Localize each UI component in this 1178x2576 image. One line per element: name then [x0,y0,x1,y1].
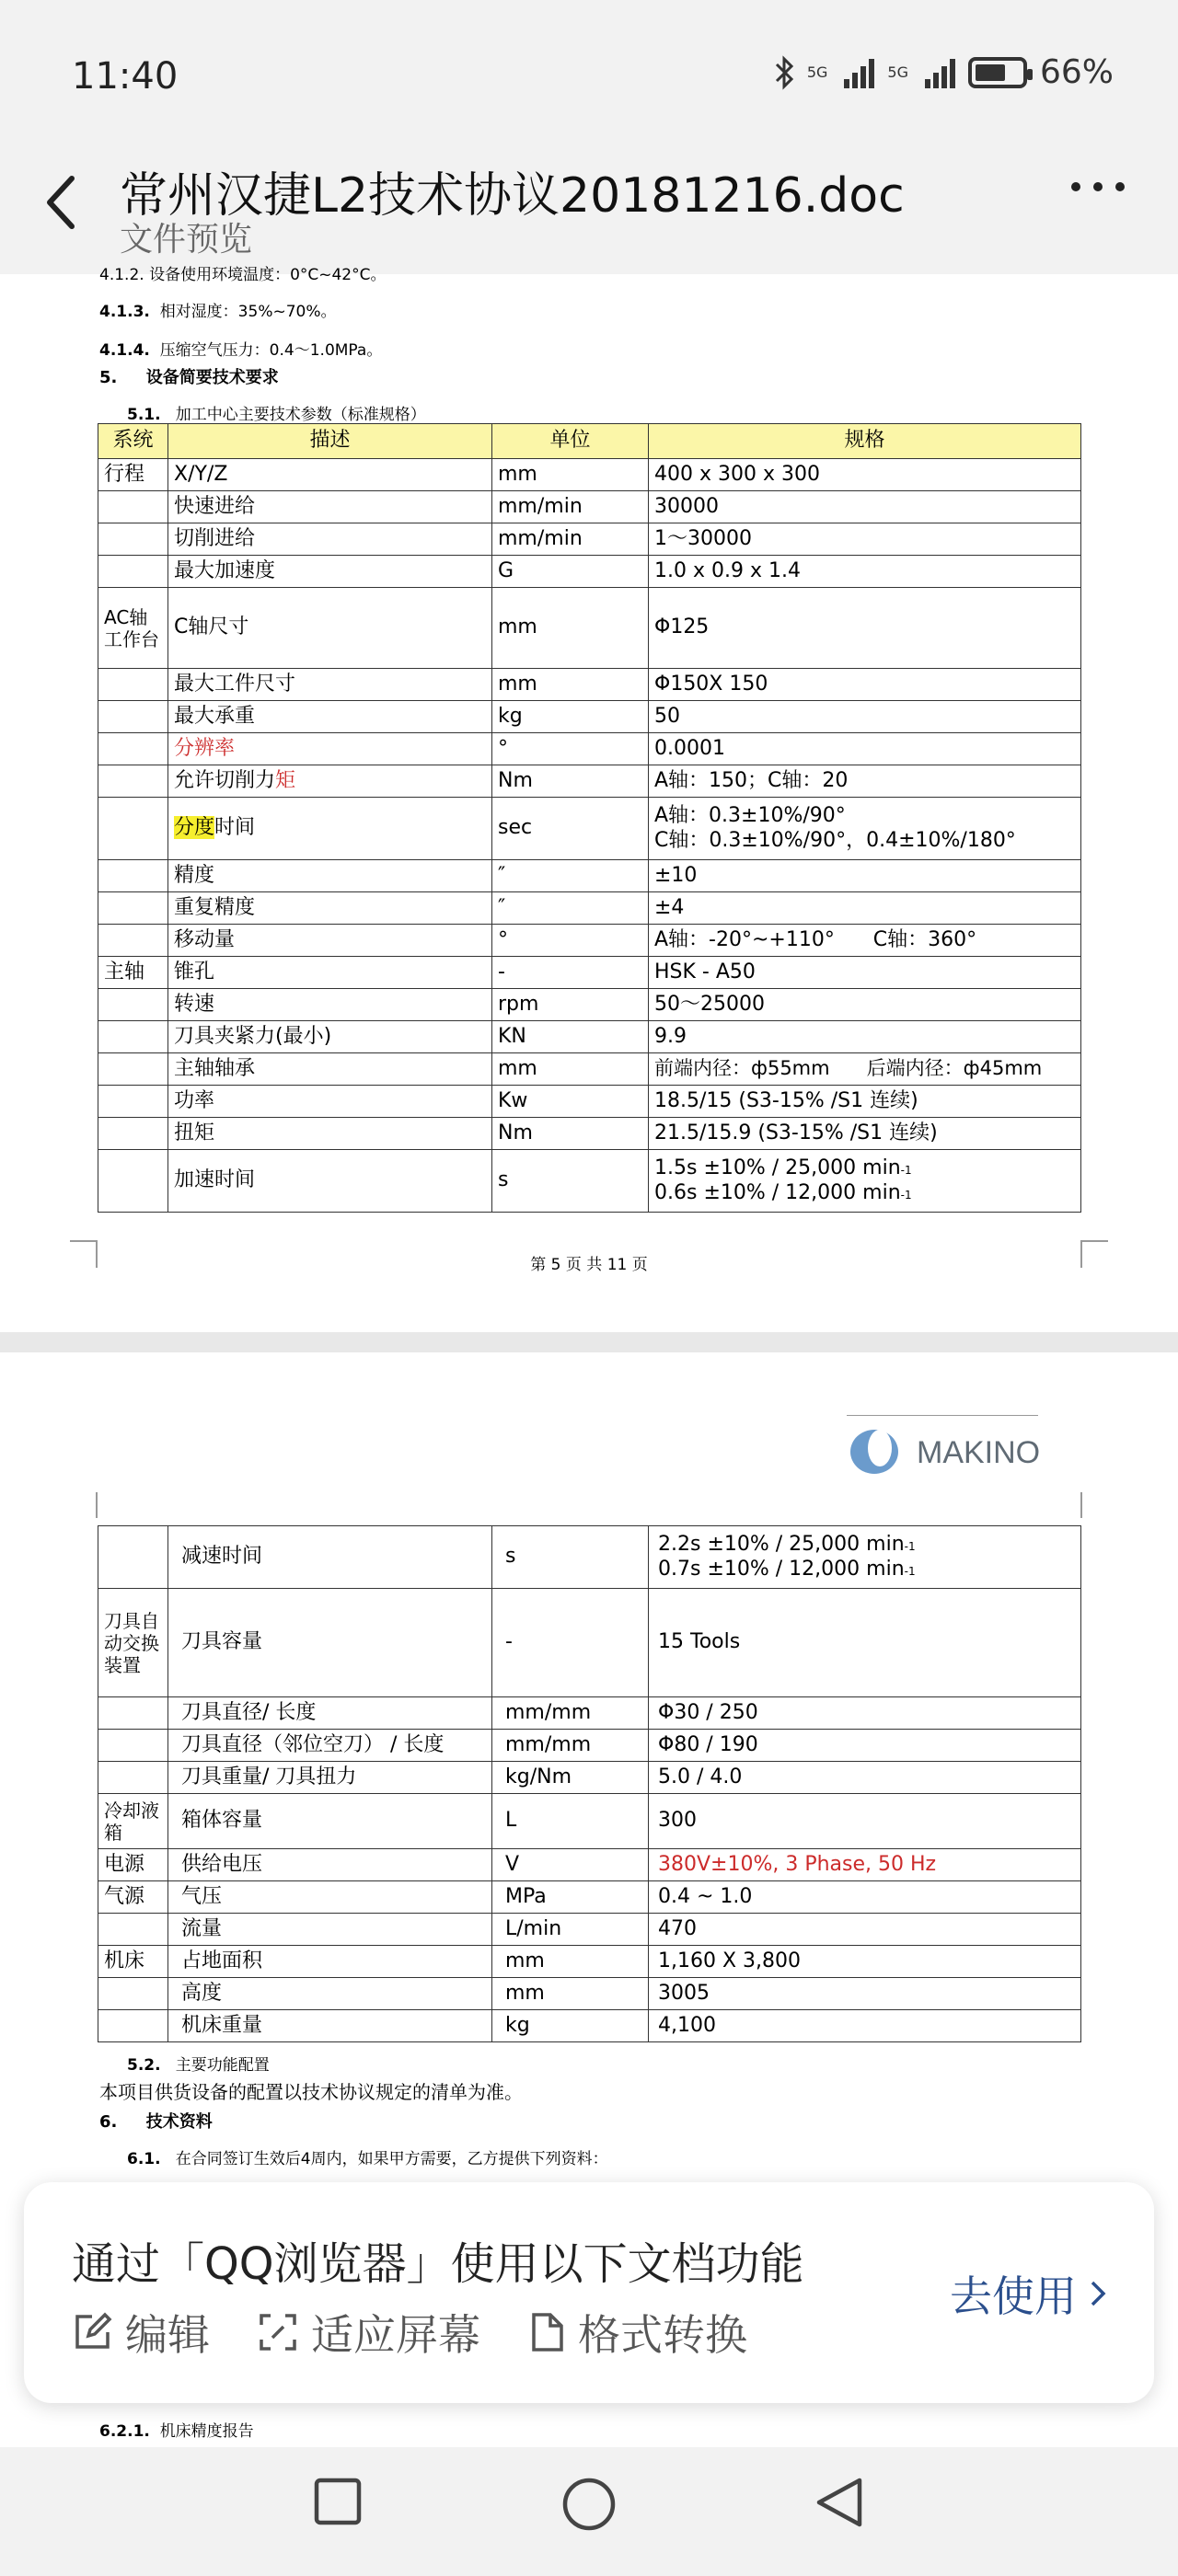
table-row [98,1118,1081,1150]
table-row [98,733,1081,765]
network-type-2: 5G [887,63,908,81]
cell-spec: 21.5/15.9 (S3-15% /S1 连续) [649,1118,1081,1150]
table-row [98,1150,1081,1213]
cell-desc: 刀具直径/ 长度 [168,1697,492,1730]
cell-system: 主轴 [98,957,168,989]
bluetooth-icon [774,56,794,89]
table-row [98,1978,1081,2010]
cell-unit: s [492,1150,649,1213]
section-4-1-4: 4.1.4. 压缩空气压力：0.4～1.0MPa。 [99,341,383,360]
cell-unit: mm/mm [492,1730,649,1762]
cell-desc: 气压 [168,1881,492,1914]
back-arrow-icon[interactable] [37,166,92,239]
cell-spec: 2.2s ±10% / 25,000 min-1 0.7s ±10% / 12,000 min-1 [649,1526,1081,1589]
status-time: 11:40 [72,55,179,98]
cell-unit: Kw [492,1086,649,1118]
page-corner-mark [70,1492,98,1518]
cell-desc: 锥孔 [168,957,492,989]
document-title: 常州汉捷L2技术协议20181216.doc [120,168,905,224]
page-separator [0,1332,1178,1352]
signal-icon-1 [844,57,874,88]
system-nav-bar [0,2447,1178,2576]
cell-unit: G [492,556,649,588]
table-row [98,1053,1081,1086]
cell-spec: A轴：150；C轴：20 [649,765,1081,798]
table-header-row [98,424,1081,459]
cell-unit: mm/min [492,523,649,556]
cell-desc: 重复精度 [168,892,492,925]
cell-unit: mm [492,459,649,491]
table-row [98,1697,1081,1730]
cell-unit: kg [492,701,649,733]
cell-desc: 转速 [168,989,492,1021]
banner-message: 通过「QQ浏览器」使用以下文档功能 [72,2238,804,2290]
cell-desc: X/Y/Z [168,459,492,491]
table-row [98,1946,1081,1978]
cell-system: 气源 [98,1881,168,1914]
cell-system [98,669,168,701]
cell-unit: mm [492,1978,649,2010]
table-row [98,669,1081,701]
recent-apps-icon[interactable] [313,2477,363,2526]
makino-logo-mark [847,1420,909,1479]
section-4-1-3: 4.1.3. 相对湿度：35%~70%。 [99,303,337,321]
cell-system [98,1021,168,1053]
table-row [98,989,1081,1021]
section-5-1: 5.1. 加工中心主要技术参数（标准规格） [127,406,426,424]
cell-system: 机床 [98,1946,168,1978]
fit-screen-icon [258,2312,298,2352]
cell-spec: 400 x 300 x 300 [649,459,1081,491]
cell-unit: rpm [492,989,649,1021]
cell-unit: mm [492,588,649,669]
cell-system [98,860,168,892]
table-row [98,1794,1081,1849]
table-row [98,765,1081,798]
cell-system: 电源 [98,1849,168,1881]
cell-unit: sec [492,798,649,860]
cell-unit: kg/Nm [492,1762,649,1794]
cell-system: AC轴工作台 [98,588,168,669]
cell-system: 行程 [98,459,168,491]
cell-desc-red: 分辨率 [168,733,492,765]
cell-system [98,556,168,588]
table-row [98,1526,1081,1589]
cell-spec: 3005 [649,1978,1081,2010]
makino-logo: MAKINO [847,1415,1038,1481]
edit-icon [72,2312,112,2352]
cell-spec: Φ125 [649,588,1081,669]
cell-system [98,1526,168,1589]
cell-unit: V [492,1849,649,1881]
cell-system [98,1086,168,1118]
table-row [98,892,1081,925]
cell-system [98,2010,168,2042]
cell-desc: 扭矩 [168,1118,492,1150]
page-footer: 第 5 页 共 11 页 [530,1256,648,1274]
cell-unit: ° [492,733,649,765]
cell-unit: - [492,1589,649,1697]
cell-unit: ° [492,925,649,957]
cell-system [98,1762,168,1794]
cell-desc: 切削进给 [168,523,492,556]
table-row [98,588,1081,669]
cell-spec: 15 Tools [649,1589,1081,1697]
cell-unit: ″ [492,892,649,925]
cell-desc: 刀具重量/ 刀具扭力 [168,1762,492,1794]
cell-unit: L/min [492,1914,649,1946]
cell-spec: 1～30000 [649,523,1081,556]
spec-table-2 [98,1525,1081,2042]
table-row [98,1881,1081,1914]
cell-unit: ″ [492,860,649,892]
cell-spec: 9.9 [649,1021,1081,1053]
cell-desc: 减速时间 [168,1526,492,1589]
table-row [98,925,1081,957]
table-row [98,701,1081,733]
cell-spec: 50 [649,701,1081,733]
cell-unit: mm [492,669,649,701]
cell-system [98,1978,168,2010]
cell-desc: 箱体容量 [168,1794,492,1849]
cell-system [98,733,168,765]
cell-unit: mm [492,1053,649,1086]
cell-spec: A轴：-20°~+110° C轴：360° [649,925,1081,957]
cell-desc: 刀具夹紧力(最小) [168,1021,492,1053]
cell-spec: 300 [649,1794,1081,1849]
more-options-icon[interactable] [1071,182,1125,191]
cell-unit: mm/mm [492,1697,649,1730]
edit-action[interactable]: 编辑 [72,2302,210,2363]
back-icon[interactable] [814,2477,865,2528]
cell-system [98,491,168,523]
battery-percent: 66% [1039,53,1114,91]
cell-system [98,765,168,798]
cell-spec: 1,160 X 3,800 [649,1946,1081,1978]
cell-system [98,1118,168,1150]
cell-desc: 流量 [168,1914,492,1946]
table-row [98,523,1081,556]
table-row [98,1730,1081,1762]
cell-desc: 快速进给 [168,491,492,523]
document-icon [528,2312,565,2352]
cell-spec: Φ80 / 190 [649,1730,1081,1762]
table-row [98,2010,1081,2042]
document-subtitle: 文件预览 [120,221,253,259]
cell-desc: 最大工件尺寸 [168,669,492,701]
cell-spec: 前端内径：ф55mm 后端内径：ф45mm [649,1053,1081,1086]
cell-unit: mm/min [492,491,649,523]
cell-desc: 供给电压 [168,1849,492,1881]
cell-desc: C轴尺寸 [168,588,492,669]
col-header-system: 系统 [98,424,168,459]
cell-unit: s [492,1526,649,1589]
cell-desc: 功率 [168,1086,492,1118]
cell-system [98,1697,168,1730]
cell-system: 冷却液箱 [98,1794,168,1849]
cell-system [98,1730,168,1762]
section-5-heading: 5. 设备简要技术要求 [99,368,279,387]
cell-spec: 0.0001 [649,733,1081,765]
cell-spec: Φ30 / 250 [649,1697,1081,1730]
banner-actions [72,2302,747,2363]
cell-unit: MPa [492,1881,649,1914]
table-row [98,798,1081,860]
table-row [98,491,1081,523]
cell-spec: HSK - A50 [649,957,1081,989]
cell-desc: 分度时间 [168,798,492,860]
paragraph: 本项目供货设备的配置以技术协议规定的清单为准。 [99,2081,523,2103]
table-row [98,957,1081,989]
cell-system [98,1053,168,1086]
cell-unit: Nm [492,1118,649,1150]
section-5-2: 5.2. 主要功能配置 [127,2056,270,2075]
section-6-1: 6.1. 在合同签订生效后4周内，如果甲方需要，乙方提供下列资料： [127,2150,608,2168]
qq-browser-banner[interactable] [24,2182,1154,2403]
col-header-description: 描述 [168,424,492,459]
cell-system [98,925,168,957]
cell-system [98,523,168,556]
status-icons [774,53,1114,91]
table-row [98,860,1081,892]
table-row [98,1021,1081,1053]
cell-spec: 470 [649,1914,1081,1946]
col-header-unit: 单位 [492,424,649,459]
cell-system [98,989,168,1021]
cell-unit: - [492,957,649,989]
document-page-5 [0,266,1178,1332]
cell-system [98,701,168,733]
table-row [98,556,1081,588]
spec-table-1 [98,423,1081,1213]
cell-unit: mm [492,1946,649,1978]
section-6-2-1: 6.2.1. 机床精度报告 [99,2422,254,2441]
cell-spec-red: 380V±10%, 3 Phase, 50 Hz [649,1849,1081,1881]
cell-spec: 1.5s ±10% / 25,000 min-1 0.6s ±10% / 12,000 min-1 [649,1150,1081,1213]
table-row [98,1589,1081,1697]
cell-desc: 移动量 [168,925,492,957]
cell-unit: Nm [492,765,649,798]
cell-desc: 占地面积 [168,1946,492,1978]
cell-spec: Φ150X 150 [649,669,1081,701]
fit-screen-action[interactable]: 适应屏幕 [258,2302,480,2363]
table-row [98,1849,1081,1881]
cell-unit: KN [492,1021,649,1053]
chevron-right-icon [1090,2279,1106,2308]
cell-desc: 刀具容量 [168,1589,492,1697]
cell-spec: A轴：0.3±10%/90° C轴：0.3±10%/90°，0.4±10%/180° [649,798,1081,860]
cell-system: 刀具自动交换装置 [98,1589,168,1697]
table-row [98,459,1081,491]
table-row [98,1086,1081,1118]
cell-spec: 30000 [649,491,1081,523]
cell-spec: 4,100 [649,2010,1081,2042]
cell-spec: ±4 [649,892,1081,925]
cell-spec: 5.0 / 4.0 [649,1762,1081,1794]
cell-desc: 精度 [168,860,492,892]
home-icon[interactable] [561,2477,617,2532]
cell-system [98,892,168,925]
cell-unit: L [492,1794,649,1849]
signal-icon-2 [925,57,955,88]
table-row [98,1914,1081,1946]
cell-spec: 50～25000 [649,989,1081,1021]
cell-spec: ±10 [649,860,1081,892]
cell-desc: 主轴轴承 [168,1053,492,1086]
cell-desc: 允许切削力矩 [168,765,492,798]
cell-desc: 刀具直径（邻位空刀） / 长度 [168,1730,492,1762]
status-bar [0,0,1178,156]
cell-desc: 最大加速度 [168,556,492,588]
cell-spec: 1.0 x 0.9 x 1.4 [649,556,1081,588]
col-header-spec: 规格 [649,424,1081,459]
table-row [98,1762,1081,1794]
cell-system [98,798,168,860]
go-use-button[interactable]: 去使用 [950,2263,1106,2324]
battery-icon [968,57,1027,88]
format-convert-action[interactable]: 格式转换 [528,2302,747,2363]
cell-system [98,1914,168,1946]
cell-spec: 18.5/15 (S3-15% /S1 连续) [649,1086,1081,1118]
cell-desc: 最大承重 [168,701,492,733]
cell-desc: 加速时间 [168,1150,492,1213]
clipped-line: 4.1.2. 设备使用环境温度：0°C~42°C。 [99,266,387,284]
cell-unit: kg [492,2010,649,2042]
cell-spec: 0.4 ~ 1.0 [649,1881,1081,1914]
cell-system [98,1150,168,1213]
network-type-1: 5G [806,63,828,81]
page-corner-mark [1080,1492,1108,1518]
cell-desc: 机床重量 [168,2010,492,2042]
section-6-heading: 6. 技术资料 [99,2112,213,2132]
cell-desc: 高度 [168,1978,492,2010]
